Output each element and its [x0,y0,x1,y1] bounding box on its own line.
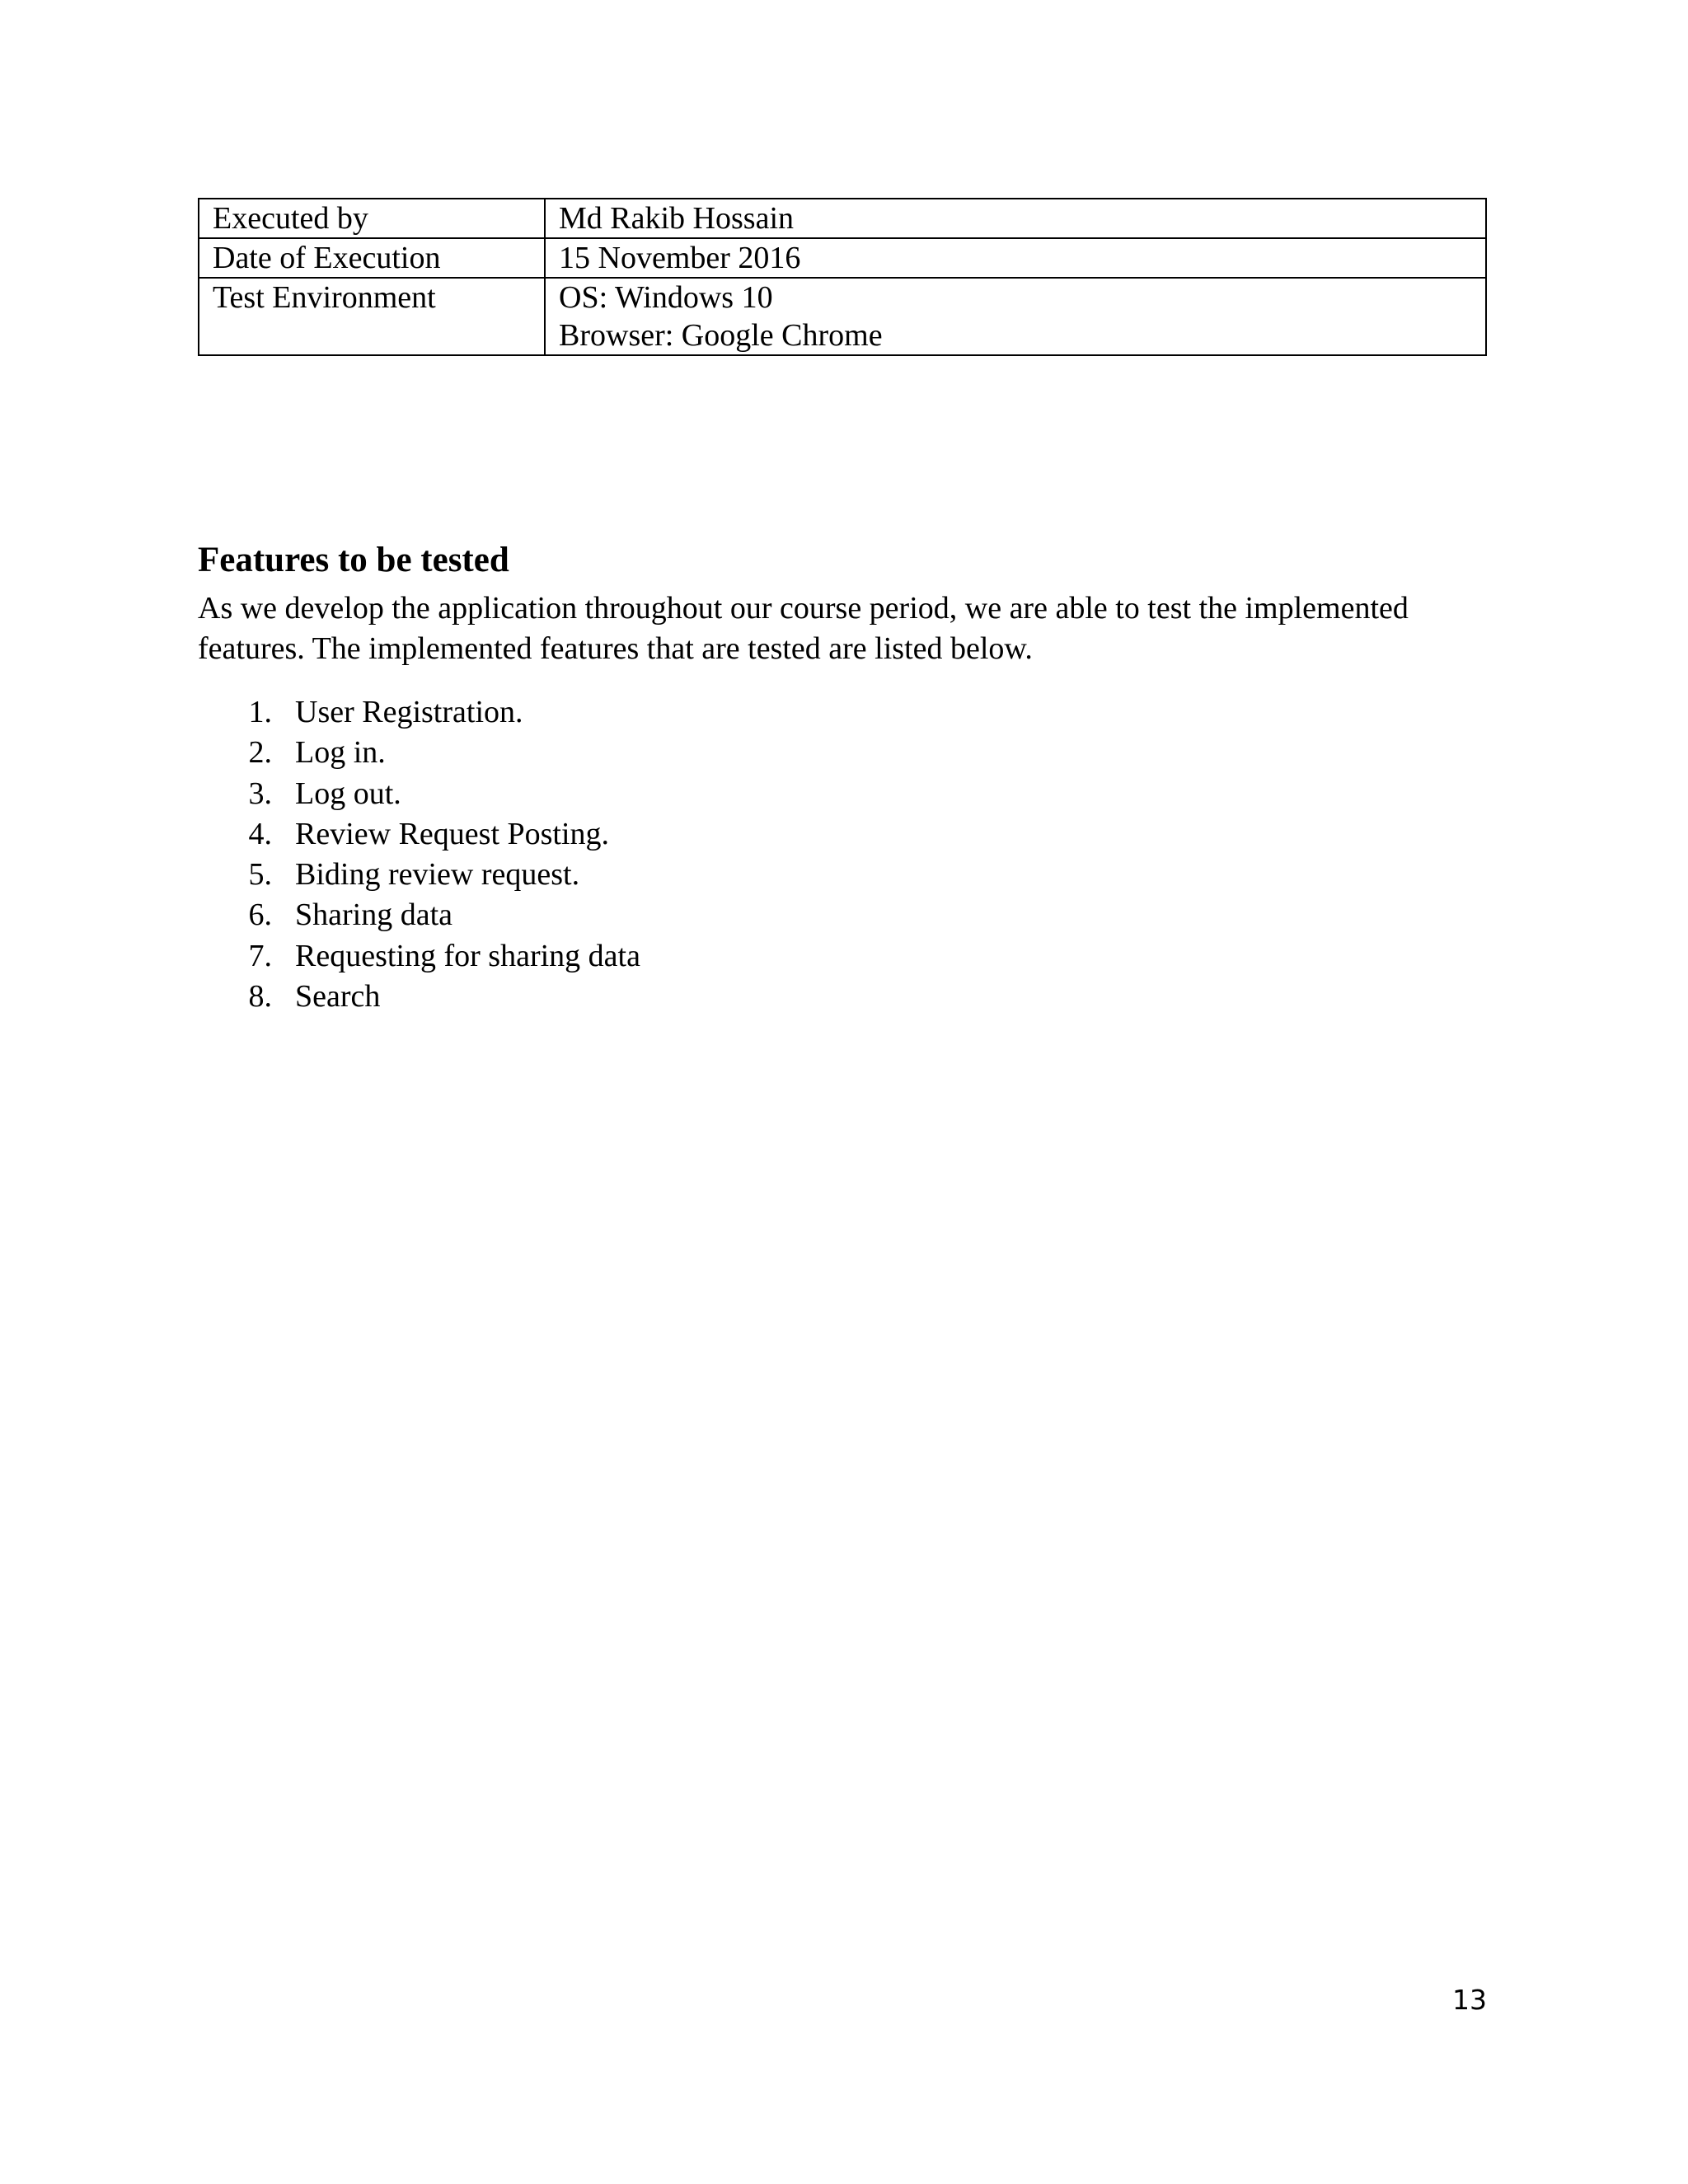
list-item-text: Requesting for sharing data [295,938,640,973]
list-item-number: 8. [248,979,272,1015]
list-item-number: 5. [248,857,272,893]
page-number: 13 [1452,1984,1487,2016]
date-of-execution-value: 15 November 2016 [559,241,801,275]
list-item [198,733,640,773]
features-list [198,692,640,1017]
table-cell-value [545,278,1486,355]
table-cell-value [545,199,1486,238]
list-item-text: Log in. [295,735,386,771]
list-item [198,977,640,1017]
list-item-number: 6. [248,898,272,933]
table-cell-label [199,238,545,278]
test-execution-table [198,198,1487,356]
list-item-text: Log out. [295,776,401,811]
list-item [198,855,640,895]
list-item [198,895,640,935]
list-item [198,774,640,814]
list-item-text: User Registration. [295,695,523,729]
executed-by-label: Executed by [213,201,368,236]
list-item-number: 3. [248,776,272,811]
list-item-text: Search [295,979,381,1015]
table-cell-label [199,199,545,238]
table-row-executed-by [199,199,1486,238]
list-item-text: Biding review request. [295,857,580,893]
list-item-number: 2. [248,735,272,771]
date-of-execution-label: Date of Execution [213,241,441,275]
list-item-text: Review Request Posting. [295,816,610,851]
list-item [198,936,640,977]
table-cell-value [545,238,1486,278]
table-row-test-environment [199,278,1486,355]
list-item [198,814,640,855]
list-item-number: 1. [248,695,272,729]
table-row-date-of-execution [199,238,1486,278]
list-item-number: 4. [248,816,272,851]
section-intro-paragraph: As we develop the application throughout our course period, we are able to test the implemented features. The implemented features that are tested are listed below. [198,591,1409,666]
section-heading: Features to be tested [198,541,509,579]
test-environment-browser-value: Browser: Google Chrome [559,318,883,353]
test-environment-os-value: OS: Windows 10 [559,280,773,315]
list-item [198,692,640,733]
test-environment-label: Test Environment [213,280,436,315]
table-cell-label [199,278,545,355]
list-item-number: 7. [248,938,272,973]
executed-by-value: Md Rakib Hossain [559,201,794,236]
list-item-text: Sharing data [295,898,453,933]
